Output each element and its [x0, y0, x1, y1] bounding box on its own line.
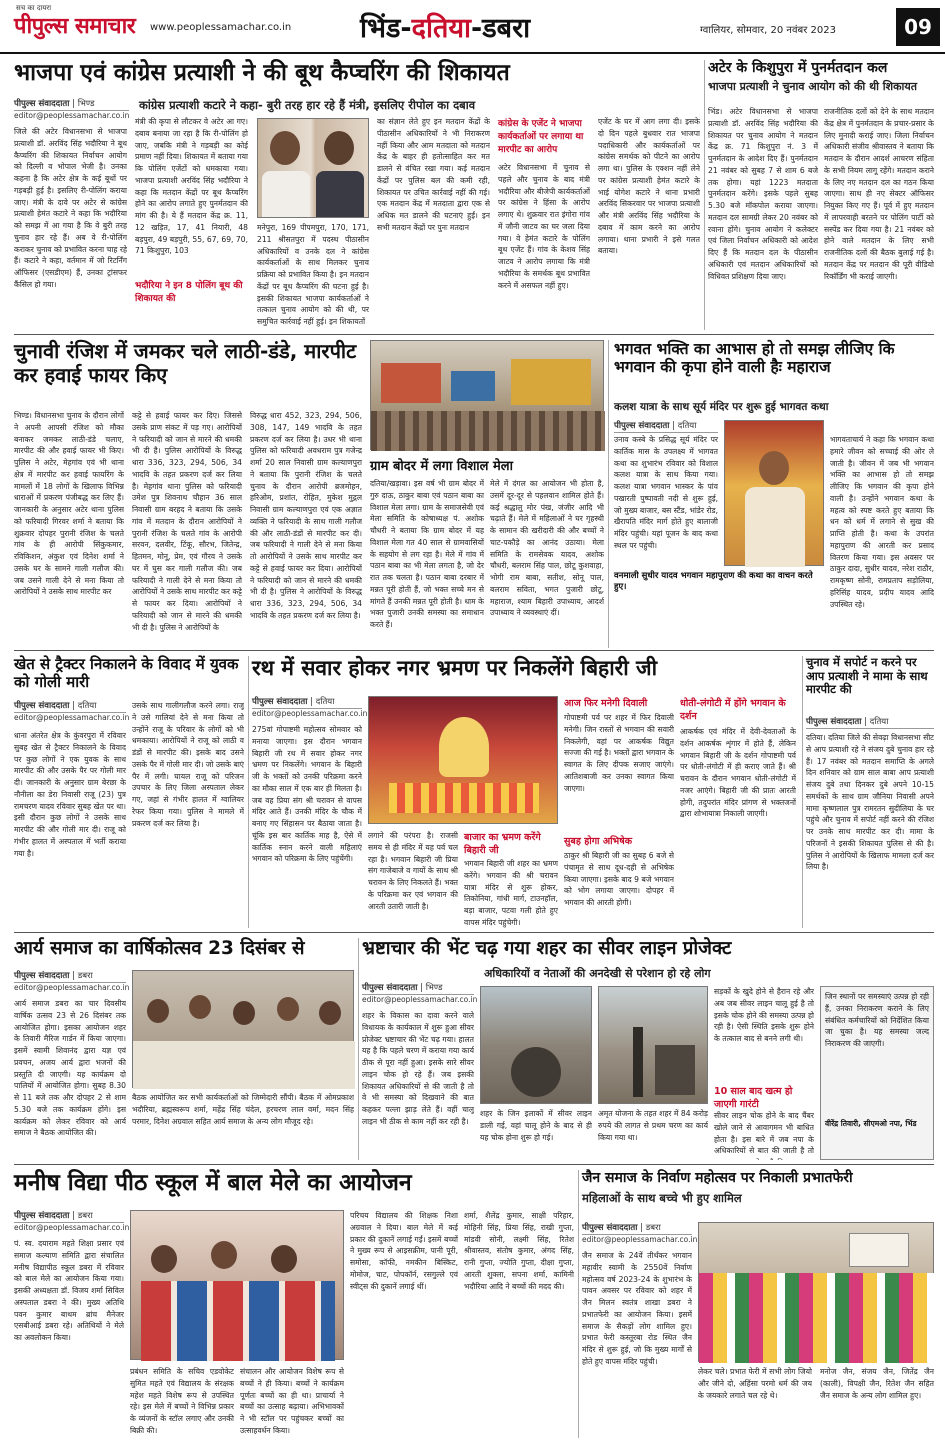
section-mid: दतिया	[411, 13, 471, 44]
story-column: जिले की अटेर विधानसभा से भाजपा प्रत्याशी डॉ. अरविंद सिंह भदौरिया ने बूथ कैप्चरिंग की शिकायत निर्वाचन आयोग को दिल्ली व भोपाल भेजी है। उनका कहना है कि अटेर क्षेत्र के कई बूथों पर गड़बड़ी हुई है। इसलिए री-पोलिंग कराया जाए। मंत्री के दावे पर अटेर से कांग्रेस प्रत्याशी हेमंत कटारे ने कहा कि भदौरिया को समझ में आ गया है कि वे बुरी तरह चुनाव हार रहे हैं। अब वे री-पोलिंग कराकर चुनाव को प्रभावित करना चाह रहे हैं। कटारे ने कहा, वर्तमान में जो रिटर्निंग ऑफिसर (एसडीएम) हैं, उनका ट्रांसफर कैंसिल हो गया।	[14, 127, 127, 289]
fair-photo	[370, 340, 604, 450]
story-column: का संज्ञान लेते हुए इन मतदान केंद्रों के पीठासीन अधिकारियों ने भी निराकरण नहीं किया और आम मतदाता को मतदान केंद्र के बाहर ही हतोत्साहित कर मत डालने से वंचित रखा गया। कई मतदान केंद्रों पर पुलिस बल की कमी रही, शिकायत पर उचित कार्रवाई नहीं की गई। एक मतदान केंद्र में मतदाता द्वारा एक से अधिक मत डालने की घटनाएं हुईं। इन सभी मतदान केंद्रों पर पुनः मतदान	[377, 117, 490, 232]
subheading: धोती-लंगोटी में होंगे भगवान के दर्शन	[680, 698, 786, 722]
story-aap-candidate-assault	[806, 656, 934, 928]
row-divider	[14, 334, 934, 335]
story-bhagwat-katha	[614, 340, 934, 648]
story-bihari-ji-rath	[252, 656, 798, 928]
deck: भाजपा प्रत्याशी ने चुनाव आयोग को की थी शिकायत	[708, 79, 918, 93]
story-column: परिचय विद्यालय की शिक्षक निशा अग्रवाल ने दिया। बाल मेले में कई प्रकार की दुकानें लगाई गईं। इसमें बच्चों ने मुख्य रूप से आइसक्रीम, पानी पूरी, समोसा, कॉफी, नमकीन बिस्किट, मोमोज, चाट, पोपकॉर्न, रसगुल्ले एवं स्वीट्स की दुकानें लगाई थीं।	[350, 1211, 458, 1291]
section-left: भिंड-	[360, 13, 412, 44]
story-column: सीवर लाइन चोक होने के बाद चैंबर खोले जाने से आवागमन भी बाधित होता है। इस बारे में जब नपा के अधिकारियों से बात की जाती है तो	[714, 1111, 814, 1156]
byline-block	[582, 1222, 698, 1244]
story-column: दतिया। दतिया जिले की सेवढ़ा विधानसभा सीट से आप प्रत्याशी रहे ने संजय दुबे चुनाव हार रहे हैं। 17 नवंबर को मतदान समाप्ति के अगले दिन शनिवार को ग्राम साल बाबा आप प्रत्याशी संजय दुबे तथा दिनकर दुबे अपने 10-15 समर्थकों के साथ ग्राम जौनिया निवासी अपने मामा कृष्णलाल पुत्र रामरतन सुदीलिया के घर पहुंचे और चुनाव में सपोर्ट नहीं करने की रंजिश पर उनके साथ मारपीट कर दी। मामा के परिजनों ने इसकी शिकायत पुलिस से की है। पुलिस ने आरोपियों के खिलाफ मामला दर्ज कर लिया है।	[806, 733, 934, 872]
byline: पीपुल्स संवाददाता | भिण्ड	[14, 98, 129, 111]
column-divider	[608, 340, 609, 648]
deck: कलश यात्रा के साथ सूर्य मंदिर पर शुरू हुई भागवत कथा	[614, 401, 829, 413]
story-column: भिण्ड। विधानसभा चुनाव के दौरान लोगों ने अपनी आपसी रंजिश को मौका बनाकर जमकर लाठी-डंडे चलाए, मारपीट की और हवाई फायर भी किए। पुलिस ने अटेर, मेहगांव एवं भी थाना क्षेत्र में मारपीट कर हवाई फायरिंग के मामलों में 18 लोगों के खिलाफ विभिन्न धाराओं में प्रकरण पंजीबद्ध कर लिए हैं। जानकारी के अनुसार अटेर थाना पुलिस को फरियादी गिरवर शर्मा ने बताया कि शुक्रवार दोपहर पुरानी रंजिश के चलते गांव के ही आरोपी सिंकुकमार, रविकिशन, अंकुश एवं दिनेश शर्मा ने उसके घर के सामने गाली गलौज की। जब उसने गाली देने से मना किया तो आरोपियों ने उसके साथ मारपीट कर	[14, 411, 124, 597]
table-icon	[133, 1041, 355, 1089]
stall-icon	[511, 359, 591, 405]
story-column: भागवताचार्य ने कहा कि भगवान कथा हमारे जीवन को सच्चाई की ओर ले जाती है। जीवन में जब भी भगवान भक्ति का आभास हो तो समझ लीजिए कि भगवान की कृपा होने वाली है। उन्होंने भगवान कथा के महत्व को स्पष्ट करते हुए बताया कि धन को धर्म में लगाने से सुख की प्राप्ति होती है। कथा के उपरांत महापुराण की आरती कर प्रसाद वितरण किया गया। इस अवसर पर ठाकुर दादा, सुधीर यादव, नरेश राठौर, रामकृष्ण सोनी, रामप्रताप सड़ोलिया, हरिसिंह यादव, प्रदीप यादव आदि उपस्थित रहे।	[830, 435, 934, 609]
katha-photo	[724, 420, 824, 566]
story-column: शहर के विकास का दावा करने वाले विधायक के कार्यकाल में शुरू हुआ सीवर प्रोजेक्ट भ्रष्टाचार की भेंट चढ़ गया। हालत यह है कि पहले चरण में कराया गया कार्य ठीक से पूरा नहीं हुआ। इसके सारे सीवर लाइन चोक हो रहे हैं। जब इसकी शिकायत अधिकारियों से की जाती है तो वे भी समस्या को दिखवाने की बात कहकर पल्ला झाड़ लेते हैं। वहीं चालू लाइन भी ठीक से काम नहीं कर रही है।	[362, 1011, 474, 1126]
column-divider	[704, 60, 705, 330]
story-column: विरुद्ध धारा 452, 323, 294, 506, 308, 147, 149 भादवि के तहत प्रकरण दर्ज कर लिया है। उधर भी थाना पुलिस को फरियादी अवधराम पुत्र गजेन्द्र शर्मा 20 साल निवासी ग्राम कल्याणपुरा ने बताया कि पुरानी रंजिश के चलते चुनाव के दौरान आरोपी ब्रजमोहन, हरिओम, प्रशांत, रोहित, मुकेश मुद्गल निवासी ग्राम कल्याणपुरा एवं एक अज्ञात व्यक्ति ने फरियादी के साथ गाली गलौज की और लाठी-डंडों से मारपीट कर दी। जब फरियादी ने गाली देने से मना किया तो आरोपियों ने उसके साथ मारपीट कर कट्टे से हवाई फायर कर दिया। आरोपियों ने फरियादी को जान से मारने की धमकी भी दी है। पुलिस ने आरोपियों के विरुद्ध धारा 336, 323, 294, 506, 34 भादवि के तहत प्रकरण दर्ज कर लिया है।	[250, 411, 362, 621]
banner-icon	[849, 1233, 909, 1267]
byline-block	[14, 98, 129, 120]
headline: चुनावी रंजिश में जमकर चले लाठी-डंडे, मारपीट कर हवाई फायर किए	[14, 339, 357, 387]
email[interactable]: editor@peoplessamachar.co.in	[14, 1223, 130, 1232]
candidate-face-icon	[270, 131, 300, 165]
newspaper-logo: पीपुल्स समाचार	[14, 14, 136, 39]
quote-attribution: वीरेंद्र तिवारी, सीएमओ नपा, भिंड	[825, 1119, 917, 1128]
school-fair-photo	[130, 1210, 344, 1360]
story-manish-vidya-peeth	[14, 1170, 574, 1438]
stall-icon	[381, 363, 441, 403]
byline-block	[14, 1210, 130, 1232]
prabhatferi-photo	[698, 1222, 934, 1362]
sewer-photo	[598, 986, 708, 1104]
subheading: भदौरिया ने इन 8 पोलिंग बूथ की शिकायत की	[135, 281, 243, 304]
row-divider	[14, 1164, 934, 1165]
photo-caption: लेकर चले। प्रभात फेरी में सभी लोग जियो और जीने दो, अहिंसा परमो धर्म की जय के जयकारे लगाते चल रहे थे।	[698, 1367, 812, 1400]
story-repoll-kishupura	[708, 60, 934, 330]
row-divider	[14, 650, 934, 651]
story-column: संचालन और आयोजन विशेष रूप से बच्चों ने ही किया। बच्चों ने कार्यक्रम पूर्णतः बच्चों का ही था। प्राचार्या ने बच्चों का उत्साह बढ़ाया। अभिभावकों ने भी स्टॉल पर पहुंचकर बच्चों का उत्साहवर्धन किया।	[240, 1367, 344, 1435]
candidate-face-icon	[324, 131, 354, 165]
story-column: भिंड। अटेर विधानसभा से भाजपा प्रत्याशी डॉ. अरविंद सिंह भदौरिया की शिकायत पर चुनाव आयोग ने मतदान केंद्र क्र. 71 किशुपुरा नं. 3 में पुनर्मतदान के आदेश दिए हैं। पुनर्मतदान 21 नवंबर को सुबह 7 से शाम 6 बजे तक होगा। यहां 1223 मतदाता पुनर्मतदान करेंगे। इसके पहले सुबह 5.30 बजे मॉकपोल कराया जाएगा। मतदान दल सामग्री लेकर 20 नवंबर को रवाना होंगे। चुनाव आयोग ने कलेक्टर एवं जिला निर्वाचन अधिकारी को आदेश दिए हैं कि मतदान दल के पीठासीन अधिकारी एवं मतदान अधिकारियों को विधिवत प्रशिक्षण दिया जाए।	[708, 107, 818, 281]
official-quote	[820, 986, 934, 1160]
deck: अधिकारियों व नेताओं की अनदेखी से परेशान हो रहे लोग	[484, 967, 711, 980]
photo-caption: शहर के जिन इलाकों में सीवर लाइन डाली गई, वहां चालू होने के बाद से ही यह चोक होना शुरू हो गई।	[480, 1109, 592, 1142]
manhole-icon	[511, 1047, 561, 1097]
photo-caption: बैठक आयोजित कर सभी कार्यकर्ताओं को जिम्मेदारी सौंपी। बैठक में ओमप्रकाश भदौरिया, ब्रह्मस्वरूप शर्मा, महेंद्र सिंह चंदेल, हरचरण लाल वर्मा, मदन सिंह परमार, दिनेश अग्रवाल सहित आर्य समाज के अन्य लोग मौजूद रहे।	[132, 1093, 354, 1126]
byline-block	[14, 970, 130, 992]
story-column: एजेंट के घर में आग लगा दी। इसके दो दिन पहले बुधवार रात भाजपा पदाधिकारी और कार्यकर्ताओं पर कांग्रेस समर्थक को पीटने का आरोप लगा था। पुलिस के एक्शन नहीं लेने पर कांग्रेस प्रत्याशी हेमंत कटारे के भाई योगेश कटारे ने थाना प्रभारी अरविंद सिकरवार पर भाजपा प्रत्याशी और मंत्री अरविंद सिंह भदौरिया के दबाव में काम करने का आरोप लगाया। थाना प्रभारी ने इसे गलत बताया।	[598, 117, 700, 256]
headline: भाजपा एवं कांग्रेस प्रत्याशी ने की बूथ कैप्चरिंग की शिकायत	[14, 60, 510, 86]
byline-block	[362, 982, 478, 1004]
person-icon	[147, 999, 169, 1023]
story-column: राजनीतिक दलों को देने के साथ मतदान केंद्र क्षेत्र में पुनर्मतदान के प्रचार-प्रसार के लिए मुनादी कराई जाए। जिला निर्वाचन अधिकारी संजीव श्रीवास्तव ने बताया कि मतदान के दौरान आदर्श आचरण संहिता के सभी नियम लागू रहेंगे। मतदान कराने के लिए नए मतदान दल का गठन किया जाएगा। साथ ही नए सेक्टर ऑफिसर नियुक्त किए गए हैं। पूर्व में हुए मतदान में लापरवाही बरतने पर पोलिंग पार्टी को सस्पेंड कर दिया गया है। 21 नवंबर को होने वाले मतदान के लिए सभी राजनीतिक दलों की बैठक बुलाई गई है। मतदान केंद्र पर मतदान की पूरी वीडियो रिकॉर्डिंग भी कराई जाएगी।	[824, 107, 934, 281]
procession-icon	[699, 1273, 935, 1363]
edition-date: ग्वालियर, सोमवार, 20 नवंबर 2023	[700, 25, 836, 36]
headline: अटेर के किशुपुरा में पुनर्मतदान कल	[708, 60, 888, 76]
story-column: पं. स्व. दयाराम महते शिक्षा प्रसार एवं समाज कल्याण समिति द्वारा संचालित मनीष विद्यापीठ स्कूल डबरा में रविवार को बाल मेले का आयोजन किया गया। इसकी अध्यक्षता डॉ. विजय शर्मा सिविल अस्पताल डबरा ने की। मुख्य अतिथि पवन कुमार बाथम ब्रांच मैनेजर एसबीआई डबरा रहे। अतिथियों ने मेले का अवलोकन किया।	[14, 1239, 124, 1343]
byline: पीपुल्स संवाददाता | दतिया	[614, 420, 718, 433]
row-divider	[14, 932, 934, 933]
subheading: 10 साल बाद खत्म हो जाएगी गारंटी	[714, 1086, 793, 1110]
story-column: सड़कों के खुदे होने से हैरान रहे और अब जब सीवर लाइन चालू हुई है तो इसके चोक होने की समस्या उत्पन्न हो रही है। ऐसी स्थिति इसके शुरू होने के तत्काल बाद से बनने लगी थी।	[714, 987, 814, 1044]
story-column: प्रबंधन समिति के सचिव एडवोकेट सुमित महते एवं विद्यालय के संरक्षक महेश महते विशेष रूप से उपस्थित रहे। इस मेले में बच्चों ने विभिन्न प्रकार के व्यंजनों के स्टॉल लगाए और उनकी बिक्री की।	[130, 1367, 234, 1435]
story-column: कट्टे से हवाई फायर कर दिए। जिससे उसके प्राण संकट में पड़ गए। आरोपियों ने फरियादी को जान से मारने की धमकी भी दी है। पुलिस आरोपियों के विरुद्ध धारा 336, 323, 294, 506, 34 भादवि के तहत प्रकरण दर्ज कर लिया है। मेहगांव थाना पुलिस को फरियादी उमेश पुत्र शिवनाथ चौहान 36 साल निवासी ग्राम बरहद ने बताया कि उसके गांव में मतदान के दौरान आरोपियों ने पुरानी रंजिश के चलते गांव के आरोपी सरवन, दलवीर, टिंकू, सौरभ, जितेन्द्र, हितमन, मोनू, प्रेम, एवं गौरव ने उसके घर में घुस कर गाली गलौज की। जब फरियादी ने गाली देने से मना किया तो आरोपियों ने उसके साथ मारपीट कर कट्टे से फायर कर दिया। आरोपियों ने फरियादी को जान से मारने की धमकी भी दी है। पुलिस ने आरोपियों के	[132, 411, 242, 632]
story-column: जैन समाज के 24वें तीर्थंकर भगवान महावीर स्वामी के 2550वें निर्वाण महोत्सव वर्ष 2023-24 के शुभारंभ के पावन अवसर पर रविवार को शहर में जैन मिलन स्वतंत्र शाखा डबरा ने प्रभातफेरी का आयोजन किया। इसमें समाज के सैकड़ों लोग शामिल हुए। प्रभात फेरी कस्तूरबा रोड स्थित जैन मंदिर से शुरू हुई, जो कि मुख्य मार्गों से होते हुए वापस मंदिर पहुंची।	[582, 1251, 692, 1366]
story-arya-samaj	[14, 938, 354, 1160]
email[interactable]: editor@peoplessamachar.co.in	[14, 111, 130, 120]
person-icon	[277, 997, 299, 1021]
byline: पीपुल्स संवाददाता | डबरा	[14, 1210, 124, 1223]
headline: खेत से ट्रैक्टर निकालने के विवाद में युवक को गोली मारी	[14, 655, 239, 691]
story-column: ठाकुर श्री बिहारी जी का सुबह 6 बजे से पंचामृत से साथ दूध-दही से अभिषेक किया जाएगा। इसके बाद 9 बजे भगवान को भोग लगाया जाएगा। दोपहर में भगवान की आरती होगी।	[564, 851, 674, 908]
byline: पीपुल्स संवाददाता | दतिया	[806, 716, 934, 729]
people-group-icon	[141, 1281, 335, 1361]
subheading: कांग्रेस के एजेंट ने भाजपा कार्यकर्ताओं पर लगाया था मारपीट का आरोप	[498, 119, 584, 155]
story-column: शर्मा, शैलेंद्र कुमार, साक्षी परिहार, मोहिनी सिंह, प्रिया सिंह, राखी गुप्ता, मांडवी सोनी, लक्ष्मी सिंह, रितेश श्रीवास्तव, संतोष कुमार, अंगद सिंह, रानी गुप्ता, ज्योति गुप्ता, दीक्षा गुप्ता, आरती शुक्ला, सपना शर्मा, कामिनी भदौरिया आदि ने बच्चों की मदद की।	[464, 1211, 574, 1291]
headline: मनीष विद्या पीठ स्कूल में बाल मेले का आयोजन	[14, 1170, 412, 1196]
photo-caption: अमृत योजना के तहत शहर में 84 करोड़ रुपये की लागत से प्रथम चरण का कार्य किया गया था।	[598, 1109, 708, 1142]
byline-block	[14, 700, 130, 722]
email[interactable]: editor@peoplessamachar.co.in	[14, 713, 130, 722]
story-tractor-shooting	[14, 656, 244, 928]
story-column: लगाने की परंपरा है। राजसी समय से ही मंदिर में यह पर्व चल रहा है। भगवान बिहारी जी प्रिया संग गाजेबाजे व गायों के साथ श्री चरावन के लिए निकलते हैं। भक्त के परिक्रमा कर एवं भगवान की आरती उतारी जाती है।	[368, 831, 458, 911]
email[interactable]: editor@peoplessamachar.co.in	[14, 983, 130, 992]
story-column: आर्य समाज डबरा का चार दिवसीय वार्षिक उत्सव 23 से 26 दिसंबर तक आयोजित होगा। इसका आयोजन शहर के तिवारी मैरिज गार्डन में किया जाएगा। इसमें स्वामी शिवानंद द्वारा यज्ञ एवं प्रवचन, अजय आर्य द्वारा भजनों की प्रस्तुति दी जाएगी। यह कार्यक्रम दो पालियों में आयोजित होगा। सुबह 8.30 से 11 बजे तक और दोपहर 2 से शाम 5.30 बजे तक कार्यक्रम होंगे। इस कार्यक्रम को लेकर रविवार को आर्य समाज ने बैठक आयोजित की।	[14, 999, 126, 1138]
story-column: मनेपुरा, 169 पीपमपुरा, 170, 171, 211 श्रीसतपुरा में पदस्थ पीठासीन अधिकारियों व उनके दल ने कांग्रेस कार्यकर्ताओं के साथ मिलकर चुनाव प्रक्रिया को प्रभावित किया है। इन मतदान केंद्रों पर बूथ कैप्चरिंग की घटना हुई है। इसकी शिकायत भाजपा कार्यकर्ताओं ने तत्काल चुनाव आयोग को की थी, पर समुचित कार्रवाई नहीं हुई। इन शिकायतों	[257, 223, 369, 327]
column-divider	[248, 656, 249, 928]
person-icon	[271, 1245, 297, 1273]
pipe-icon	[633, 1027, 643, 1097]
story-column: अटेर विधानसभा में चुनाव से पहले और चुनाव के बाद मंत्री भदौरिया और बीजेपी कार्यकर्ताओं पर कांग्रेस ने हिंसा के आरोप लगाए थे। शुक्रवार रात इंगोरा गांव में जौनी जाटव का घर जला दिया गया। वे हेमंत कटारे के पोलिंग बूथ एजेंट हैं। गांव के केशव सिंह जाटव ने आरोप लगाया कि मंत्री भदौरिया के समर्थक बूथ प्रभावित करने में असफल नहीं हुए।	[498, 163, 590, 290]
story-column: उनाव कस्बे के प्रसिद्ध सूर्य मंदिर पर कार्तिक मास के उपलक्ष्य में भागवत कथा का शुभारंभ रविवार को विशाल कलश यात्रा के साथ किया गया। कलश यात्रा भगवान भास्कर के पांव पखारती पुष्पावती नदी से शुरू हुई, जो मुख्य बाजार, बस स्टैंड, भांडेर रोड, खैरापति मंदिर मार्ग होते हुए बालाजी मंदिर पहुंची। यहां पूजन के बाद कथा स्थल पर पहुंची।	[614, 435, 718, 550]
headline: आर्य समाज का वार्षिकोत्सव 23 दिसंबर से	[14, 938, 305, 959]
drain-icon	[655, 1045, 695, 1095]
story-column: धाना अंतरेत क्षेत्र के कुंवरपुरा में रविवार सुबह खेत से ट्रैक्टर निकालने के विवाद पर कुछ लोगों ने एक युवक के साथ मारपीट की और उसके पैर पर गोली मार दी। जानकारी के अनुसार ग्राम बेरछा के नौनीला का डेरा निवासी राजू (23) पुत्र रामचरण यादव रविवार सुबह खेत पर था। इसी दौरान कुछ लोगों ने उसके साथ मारपीट की और गोली मार दी। राजू को गंभीर हालत में अस्पताल में भर्ती कराया गया है।	[14, 731, 126, 858]
page-number: 09	[896, 8, 940, 46]
headline: जैन समाज के निर्वाण महोत्सव पर निकाली प्रभातफेरी	[582, 1170, 853, 1186]
email[interactable]: editor@peoplessamachar.co.in	[582, 1235, 698, 1244]
subheading: बाजार का भ्रमण करेंगे बिहारी जी	[464, 832, 541, 856]
logo-tagline: सच का दायरा	[16, 4, 52, 12]
photo-caption: ग्राम बोदर में लगा विशाल मेला	[370, 459, 513, 474]
story-column: दतिया/खड़ावा। इस वर्ष भी ग्राम बोदर में गुरु दाऊ, ठाकुर बाबा एवं पठान बाबा का विशाल मेला लगा। ग्राम के समाजसेवी एवं मेला समिति के कोषाध्यक्ष पं. अशोक चौधरी ने बताया कि ग्राम बोदर में यह विशाल मेला गत 40 साल से ग्रामवासियों के सहयोग से लग रहा है। मेले में गांव में पठान बाबा का भी मेला लगता है, जो देर रात तक चलता है। पठान बाबा दरबार में मन्नत पूरी होती हैं, जो भक्त सच्चे मन से मांगते हैं उनकी मन्नत पूरी होती है। धाम के भक्त पुजारी उनकी समस्या का समाधान करते हैं।	[370, 479, 484, 630]
sewer-photo	[480, 986, 592, 1104]
section-title	[360, 8, 530, 45]
deity-icon	[439, 717, 489, 777]
meeting-photo	[132, 970, 354, 1088]
story-bodar-fair	[370, 340, 604, 648]
headline: भ्रष्टाचार की भेंट चढ़ गया शहर का सीवर लाइन प्रोजेक्ट	[362, 938, 732, 959]
story-column: 275वां गोपाष्टमी महोत्सव सोमवार को मनाया जाएगा। इस दौरान भगवान बिहारी जी रथ में सवार होकर नगर भ्रमण पर निकलेंगे। भगवान के बिहारी जी के भक्तों को उनकी परिक्रमा करने का मौका साल में एक बार ही मिलता है। जब वह प्रिया संग श्री चरावन से वापस मंदिर आते हैं। उनकी मंदिर के चौक में बनाए गए सिंहासन पर बैठाया जाता है। चूंकि इस बार कार्तिक माह है, ऐसे में कार्तिक स्नान करने वाली महिलाएं भगवान को परिक्रमा के लिए पहुंचेंगी।	[252, 725, 362, 864]
story-column: आकर्षक एवं मंदिर में देवी-देवताओं के दर्शन आकर्षक शृंगार में होते हैं, लेकिन भगवान बिहारी जी के दर्शन गोपाष्टमी पर्व पर धोती-लंगोटी में ही कराए जाते हैं। श्री चरावन के दौरान भगवान धोती-लंगोटी में नजर आएंगे। बिहारी जी की प्रातः आरती होगी, तदुपरांत मंदिर प्रांगण से भक्तजनों द्वारा शोभायात्रा निकाली जाएगी।	[680, 727, 796, 819]
story-jain-prabhatferi	[582, 1170, 934, 1438]
story-column: भगवान बिहारी जी शहर का भ्रमण करेंगे। भगवान की श्री चरावन यात्रा मंदिर से शुरू होकर, तिकोनिया, गांधी मार्ग, टाउनहॉल, बड़ा बाजार, पटवा गली होते हुए वापस मंदिर पहुंचेगी।	[464, 859, 558, 927]
subheading: सुबह होगा अभिषेक	[564, 836, 633, 847]
story-column: गोपाष्टमी पर्व पर शहर में फिर दिवाली मनेगी। जिन रास्तों से भगवान की सवारी निकलेगी, वहां पर आकर्षक विद्युत सज्जा की गई है। भक्तों द्वारा भगवान के स्वागत के लिए दीपक सजाए जाएंगे। आतिशबाजी कर उनका स्वागत किया जाएगा।	[564, 713, 674, 793]
website-url[interactable]: www.peoplessamachar.co.in	[150, 22, 292, 33]
person-icon	[211, 1241, 237, 1269]
person-icon	[151, 1245, 177, 1273]
speaker-face-icon	[759, 451, 789, 485]
byline: पीपुल्स संवाददाता | दतिया	[14, 700, 126, 713]
candidate-shirt-icon	[262, 171, 310, 217]
byline-block	[252, 696, 368, 718]
candidate-shirt-icon	[316, 171, 364, 217]
candidate-photos	[257, 118, 369, 218]
story-booth-capturing	[14, 60, 700, 330]
person-icon	[189, 995, 211, 1019]
column-divider	[802, 656, 803, 928]
story-column: उसके साथ गालीगलौज करने लगा। राजू ने उसे गालियां देने से मना किया तो उन्होंने राजू के परिवार के लोगों को भी धमकाया। आरोपियों ने राजू को लाठी व डंडों से मारपीट की। इसके बाद उसने उसके पैर में गोली मार दी। जो उसके बाएं पैर में लगी। घायल राजू को परिजन उपचार के लिए जिला अस्पताल लेकर गए, जहां से गंभीर हालत में ग्वालियर रेफर किया गया। पुलिस ने मामले में प्रकरण दर्ज कर लिया है।	[132, 701, 244, 828]
story-column: मेले में दंगल का आयोजन भी होता है, उसमें दूर-दूर से पहलवान शामिल होते हैं। कई श्रद्धालु मोर पंख, जंजीर आदि भी चढ़ाते हैं। मेले में महिलाओं ने घर गृहस्थी के सामान की खरीदारी की और बच्चों ने चाट-पकौड़े का आनंद उठाया। मेला समिति के रामसेवक यादव, अशोक चौधरी, बलराम सिंह पाल, छोटू कुशवाहा, भोगी राम बाबा, सतीश, सोनू पाल, बलराम सविता, भगत पुजारी छोटू, महाराज, श्याम बिहारी उपाध्याय, आदर्श उपाध्याय ने व्यवस्थाएं दीं।	[490, 479, 604, 618]
deck: कांग्रेस प्रत्याशी कटारे ने कहा- बुरी तरह हार रहे हैं मंत्री, इसलिए रीपोल का दबाव	[139, 98, 476, 112]
byline: पीपुल्स संवाददाता | भिण्ड	[362, 982, 474, 995]
person-icon	[233, 1001, 255, 1025]
story-column: मनोज जैन, संजय जैन, जितेंद्र जैन (काली), विपक्षी जैन, रितेश जैन सहित जैन समाज के अन्य लोग शामिल हुए।	[820, 1367, 934, 1400]
garland-icon	[389, 783, 539, 813]
story-sewer-project	[362, 938, 934, 1160]
section-right: -डबरा	[471, 13, 531, 44]
email[interactable]: editor@peoplessamachar.co.in	[252, 709, 368, 718]
masthead	[0, 0, 945, 54]
headline: भगवत भक्ति का आभास हो तो समझ लीजिए कि भगवान की कृपा होने वाली हैः महाराज	[614, 340, 895, 377]
crowd-icon	[371, 411, 605, 451]
headline: चुनाव में सपोर्ट न करने पर आप प्रत्याशी ने मामा के साथ मारपीट की	[806, 655, 928, 697]
email[interactable]: editor@peoplessamachar.co.in	[362, 995, 478, 1004]
column-divider	[358, 938, 359, 1160]
person-icon	[319, 1001, 341, 1025]
byline: पीपुल्स संवाददाता | डबरा	[582, 1222, 692, 1235]
story-column: मंत्री की कृपा से लौटकर वे अटेर आ गए। दबाव बनाया जा रहा है कि री-पोलिंग हो जाए, जबकि मंत्री ने गड़बड़ी का कोई प्रमाण नहीं दिया। शिकायत में बताया गया कि पोलिंग एजेंटों को धमकाया गया। भाजपा प्रत्याशी अरविंद सिंह भदौरिया ने कहा कि मतदान केंद्रों पर बूथ कैप्चरिंग होने का आरोप लगाते हुए पुनर्मतदान की मांग की है। ये हैं मतदान केंद्र क्र. 11, 12 खड़ित, 17, 41 नियारी, 48 बड़पुरा, 49 बड़पुरी, 55, 67, 69, 70, 71 किशुपुरा, 103	[135, 117, 248, 256]
column-divider	[578, 1170, 579, 1438]
deck: महिलाओं के साथ बच्चे भी हुए शामिल	[582, 1190, 742, 1205]
headline: रथ में सवार होकर नगर भ्रमण पर निकलेंगे बिहारी जी	[252, 656, 658, 680]
byline: पीपुल्स संवाददाता | डबरा	[14, 970, 126, 983]
byline: पीपुल्स संवाददाता | दतिया	[252, 696, 362, 709]
speaker-robe-icon	[745, 487, 805, 567]
stall-icon	[451, 371, 495, 401]
quote-text: जिन स्थानों पर समस्याएं उत्पन्न हो रही हैं, उनका निराकरण कराने के लिए संबंधित कर्मचारियों को निर्देशित किया जा चुका है। यह समस्या जल्द निराकरण की जाएगी।	[825, 992, 929, 1049]
photo-caption: वनमाली सुधीर यादव भगवान महापुराण की कथा का वाचन करते हुए।	[614, 571, 813, 592]
subheading: आज फिर मनेगी दिवाली	[564, 698, 648, 709]
bihari-ji-photo	[368, 696, 558, 824]
